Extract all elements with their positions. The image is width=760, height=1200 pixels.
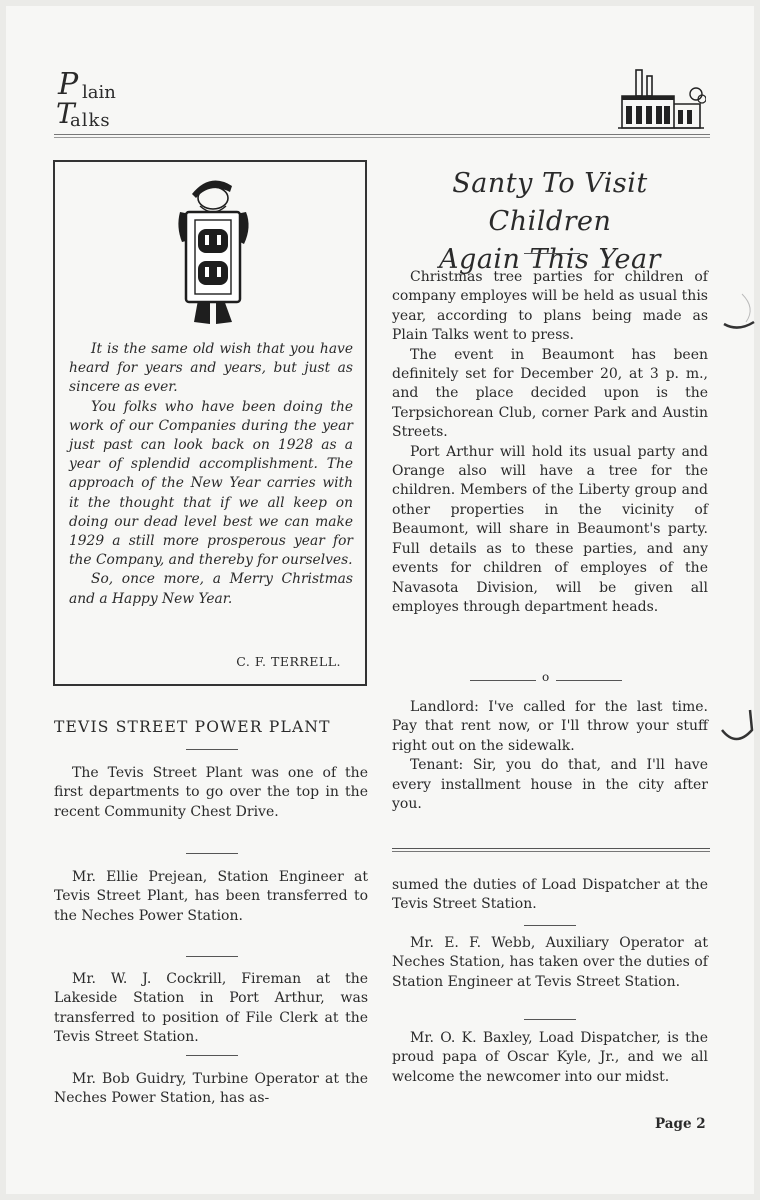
greeting-paragraph: It is the same old wish that you have heard for years and years, but just as sincere as ever. [69,341,353,396]
greeting-message [69,340,353,609]
separator-line-right [556,680,622,681]
section-divider [186,956,238,957]
binder-hole-mark [716,288,760,338]
tevis-item [54,970,368,1048]
page-number: Page 2 [655,1116,706,1132]
tevis-section-title: TEVIS STREET POWER PLANT [54,718,331,736]
article-paragraph: The event in Beaumont has been definitely set for December 20, at 3 p. m., and the place decided upon is the Terpsichorean Club, corner Park and Austin Streets. [392,346,708,441]
separator-glyph: o [542,670,550,684]
ornament-separator [470,670,630,686]
separator-line-left [470,680,536,681]
tevis-continued [392,934,708,992]
headline-divider [524,253,580,254]
santy-headline [392,165,708,279]
masthead-word-alks: alks [70,110,111,131]
tevis-continued [392,876,708,915]
masthead-logo [56,67,151,132]
section-divider [524,925,576,926]
tevis-continued [392,1029,708,1087]
masthead-initial-t: T [56,97,75,130]
continued-paragraph: sumed the duties of Load Dispatcher at the Tevis Street Station. [392,877,708,913]
joke-line-landlord: Landlord: I've called for the last time. Pay that rent now, or I'll throw your stuff right out on the sidewalk. [392,699,708,754]
article-paragraph: Christmas tree parties for children of company employes will be held as usual this year, according to plans being made as Plain Talks went to press. [392,269,708,344]
section-divider [186,853,238,854]
masthead-word-lain: lain [82,82,116,103]
tevis-paragraph: Mr. Bob Guidry, Turbine Operator at the Neches Power Station, has as- [54,1071,368,1107]
section-divider [186,749,238,750]
greeting-signature: C. F. TERRELL. [236,654,341,669]
headline-line: Santy To Visit Children [452,168,648,237]
tevis-item [54,868,368,926]
masthead-initial-p: P [58,67,79,102]
section-divider [186,1055,238,1056]
santy-article-body [392,268,708,617]
greeting-box [53,160,367,686]
column-rule [392,848,710,852]
binder-hole-mark [716,700,760,750]
tevis-paragraph: Mr. Ellie Prejean, Station Engineer at Tevis Street Plant, has been transferred to the Neches Power Station. [54,869,368,924]
joke-body [392,698,708,814]
power-plant-illustration [614,66,706,132]
continued-paragraph: Mr. E. F. Webb, Auxiliary Operator at Neches Station, has taken over the duties of Station Engineer at Tevis Street Station. [392,935,708,990]
greeting-paragraph: You folks who have been doing the work of our Companies during the year just past can look back on 1928 as a year of splendid accomplishment. The approach of the New Year carries with it the thought that if we all keep on doing our dead level best we can make 1929 a still more prosperous year for the Company, and thereby for ourselves. [69,398,353,569]
article-paragraph: Port Arthur will hold its usual party and Orange also will have a tree for the children. Members of the Liberty group and other properties in the vicinity of Beaumont, will share in Beaumont's party. Full details as to these parties, and any events for children of employes of the Navasota Division, will be given all employes through department heads. [392,443,708,615]
tevis-paragraph: Mr. W. J. Cockrill, Fireman at the Lakeside Station in Port Arthur, was transferred to position of File Clerk at the Tevis Street Station. [54,971,368,1046]
header-rule [54,134,710,138]
greeting-paragraph: So, once more, a Merry Christmas and a Happy New Year. [69,571,353,607]
headline-line: Again This Year [439,244,661,275]
tevis-item [54,1070,368,1109]
continued-paragraph: Mr. O. K. Baxley, Load Dispatcher, is the proud papa of Oscar Kyle, Jr., and we all welcome the newcomer into our midst. [392,1030,708,1085]
tevis-paragraph: The Tevis Street Plant was one of the first departments to go over the top in the recent Community Chest Drive. [54,765,368,820]
tevis-item [54,764,368,822]
joke-line-tenant: Tenant: Sir, you do that, and I'll have every installment house in the city after you. [392,757,708,813]
section-divider [524,1019,576,1020]
santa-outlet-illustration [170,172,256,332]
